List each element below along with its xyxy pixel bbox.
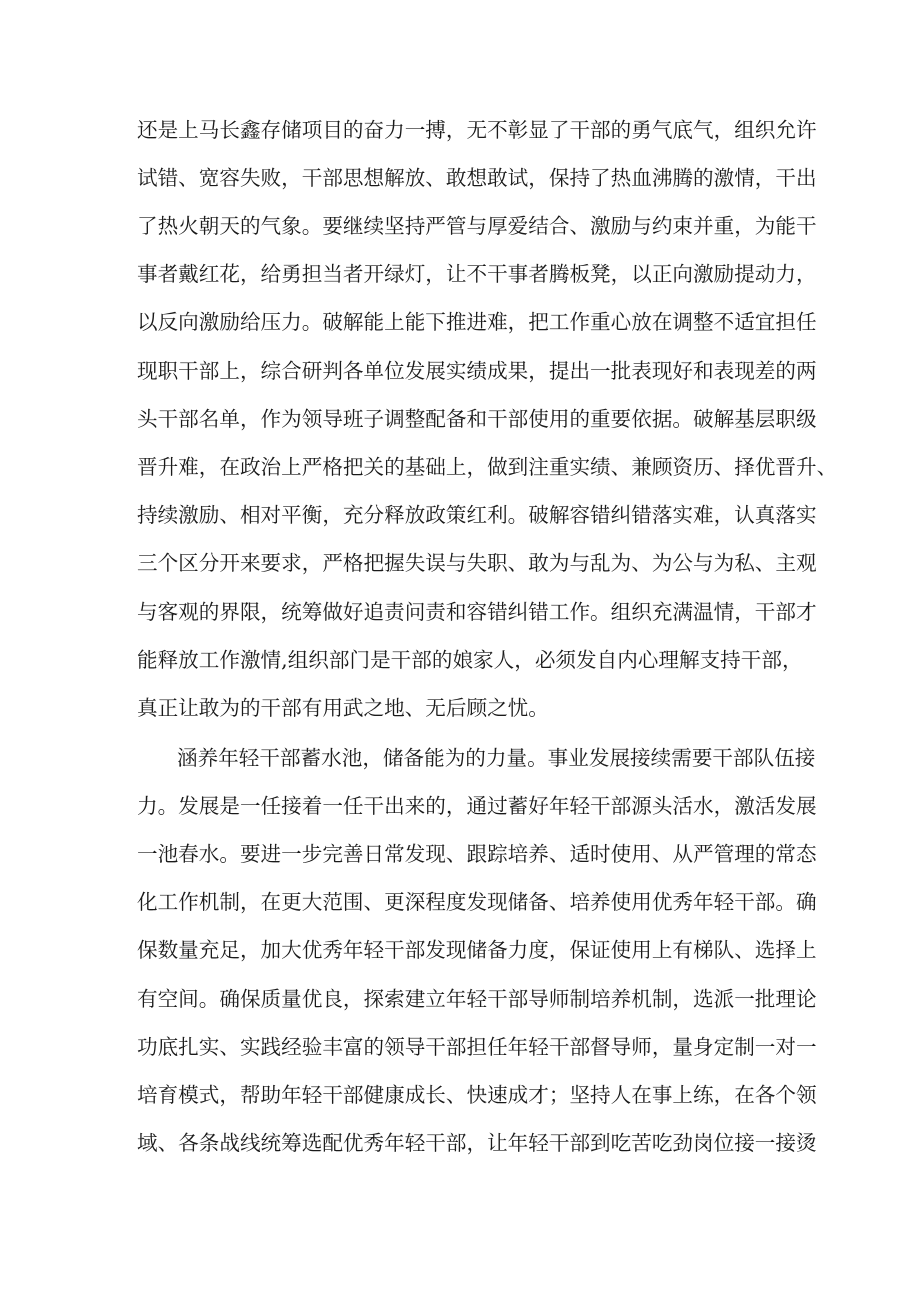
text-line: 域、各条战线统筹选配优秀年轻干部，让年轻干部到吃苦吃劲岗位接一接烫 [137,1131,817,1155]
text-line: 以反向激励给压力。破解能上能下推进难，把工作重心放在调整不适宜担任 [137,310,817,334]
text-line: 力。发展是一任接着一任干出来的，通过蓄好年轻干部源头活水，激活发展 [137,794,817,818]
text-line: 保数量充足，加大优秀年轻干部发现储备力度，保证使用上有梯队、选择上 [137,938,817,962]
text-line: 了热火朝天的气象。要继续坚持严管与厚爱结合、激励与约束并重，为能干 [137,214,817,238]
text-line: 能释放工作激情,组织部门是干部的娘家人，必须发自内心理解支持干部， [137,648,803,672]
text-line: 还是上马长鑫存储项目的奋力一搏，无不彰显了干部的勇气底气，组织允许 [137,118,817,142]
text-line: 试错、宽容失败，干部思想解放、敢想敢试，保持了热血沸腾的激情，干出 [137,166,817,190]
text-line: 三个区分开来要求，严格把握失误与失职、敢为与乱为、为公与为私、主观 [137,551,817,575]
text-line: 功底扎实、实践经验丰富的领导干部担任年轻干部督导师，量身定制一对一 [137,1035,817,1059]
text-line: 持续激励、相对平衡，充分释放政策红利。破解容错纠错落实难，认真落实 [137,503,817,527]
text-line: 一池春水。要进一步完善日常发现、跟踪培养、适时使用、从严管理的常态 [137,842,817,866]
text-line: 培育模式，帮助年轻干部健康成长、快速成才；坚持人在事上练，在各个领 [137,1083,817,1107]
text-line: 与客观的界限，统筹做好追责问责和容错纠错工作。组织充满温情，干部才 [137,600,817,624]
text-line: 涵养年轻干部蓄水池，储备能为的力量。事业发展接续需要干部队伍接 [177,746,816,770]
text-line: 头干部名单，作为领导班子调整配备和干部使用的重要依据。破解基层职级 [137,407,817,431]
text-line: 化工作机制，在更大范围、更深程度发现储备、培养使用优秀年轻干部。确 [137,890,817,914]
text-line: 真正让敢为的干部有用武之地、无后顾之忧。 [137,696,549,720]
text-line: 现职干部上，综合研判各单位发展实绩成果，提出一批表现好和表现差的两 [137,359,817,383]
text-line: 有空间。确保质量优良，探索建立年轻干部导师制培养机制，选派一批理论 [137,987,817,1011]
text-line: 事者戴红花，给勇担当者开绿灯，让不干事者腾板凳，以正向激励提动力， [137,262,817,286]
text-line: 晋升难，在政治上严格把关的基础上，做到注重实绩、兼顾资历、择优晋升、 [137,455,838,479]
